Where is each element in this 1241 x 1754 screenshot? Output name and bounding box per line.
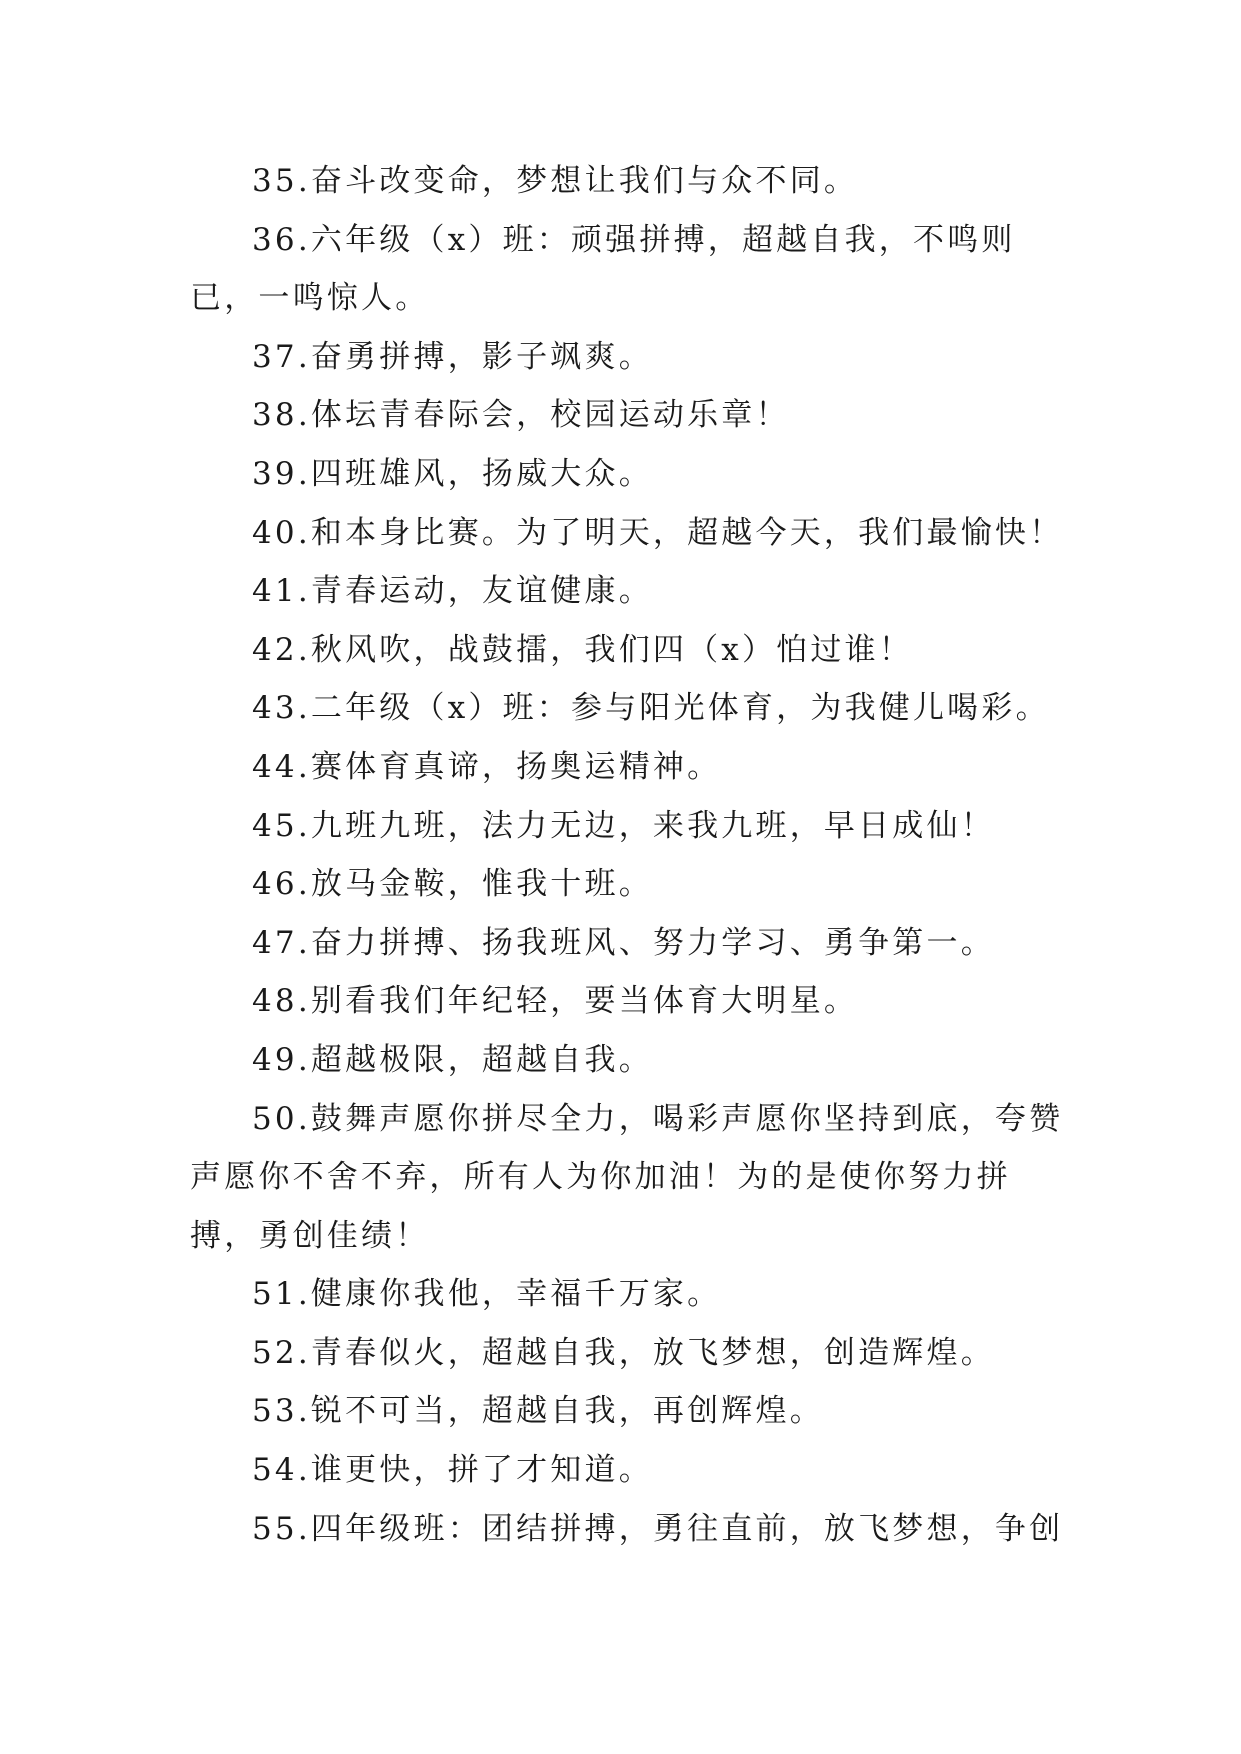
slogan-52: 52.青春似火，超越自我，放飞梦想，创造辉煌。 (252, 1334, 995, 1371)
slogan-50: 50.鼓舞声愿你拼尽全力，喝彩声愿你坚持到底，夸赞声愿你不舍不弃，所有人为你加油！为的是使你努力拼搏，勇创佳绩！ (190, 1100, 1064, 1254)
slogan-55: 55.四年级班：团结拼搏，勇往直前，放飞梦想，争创 (252, 1510, 1064, 1547)
slogan-41: 41.青春运动，友谊健康。 (252, 573, 653, 610)
document-body (190, 152, 1070, 1558)
slogan-39: 39.四班雄风，扬威大众。 (252, 455, 653, 492)
slogan-54: 54.谁更快，拼了才知道。 (252, 1452, 653, 1489)
slogan-51: 51.健康你我他，幸福千万家。 (252, 1276, 722, 1313)
slogan-42: 42.秋风吹，战鼓擂，我们四（x）怕过谁！ (252, 631, 913, 668)
slogan-36: 36.六年级（x）班：顽强拼搏，超越自我，不鸣则已，一鸣惊人。 (190, 221, 1016, 317)
slogan-37: 37.奋勇拼搏，影子飒爽。 (252, 338, 653, 375)
slogan-35: 35.奋斗改变命，梦想让我们与众不同。 (252, 163, 859, 199)
slogan-53: 53.锐不可当，超越自我，再创辉煌。 (252, 1393, 824, 1430)
slogan-46: 46.放马金鞍，惟我十班。 (252, 866, 653, 903)
slogan-49: 49.超越极限，超越自我。 (252, 1041, 653, 1078)
slogan-44: 44.赛体育真谛，扬奥运精神。 (252, 748, 722, 785)
slogan-43: 43.二年级（x）班：参与阳光体育，为我健儿喝彩。 (252, 690, 1050, 727)
slogan-38: 38.体坛青春际会，校园运动乐章！ (252, 397, 790, 434)
slogan-40: 40.和本身比赛。为了明天，超越今天，我们最愉快！ (252, 514, 1064, 551)
slogan-47: 47.奋力拼搏、扬我班风、努力学习、勇争第一。 (252, 924, 995, 961)
slogan-45: 45.九班九班，法力无边，来我九班，早日成仙！ (252, 807, 995, 844)
slogan-48: 48.别看我们年纪轻，要当体育大明星。 (252, 983, 859, 1020)
